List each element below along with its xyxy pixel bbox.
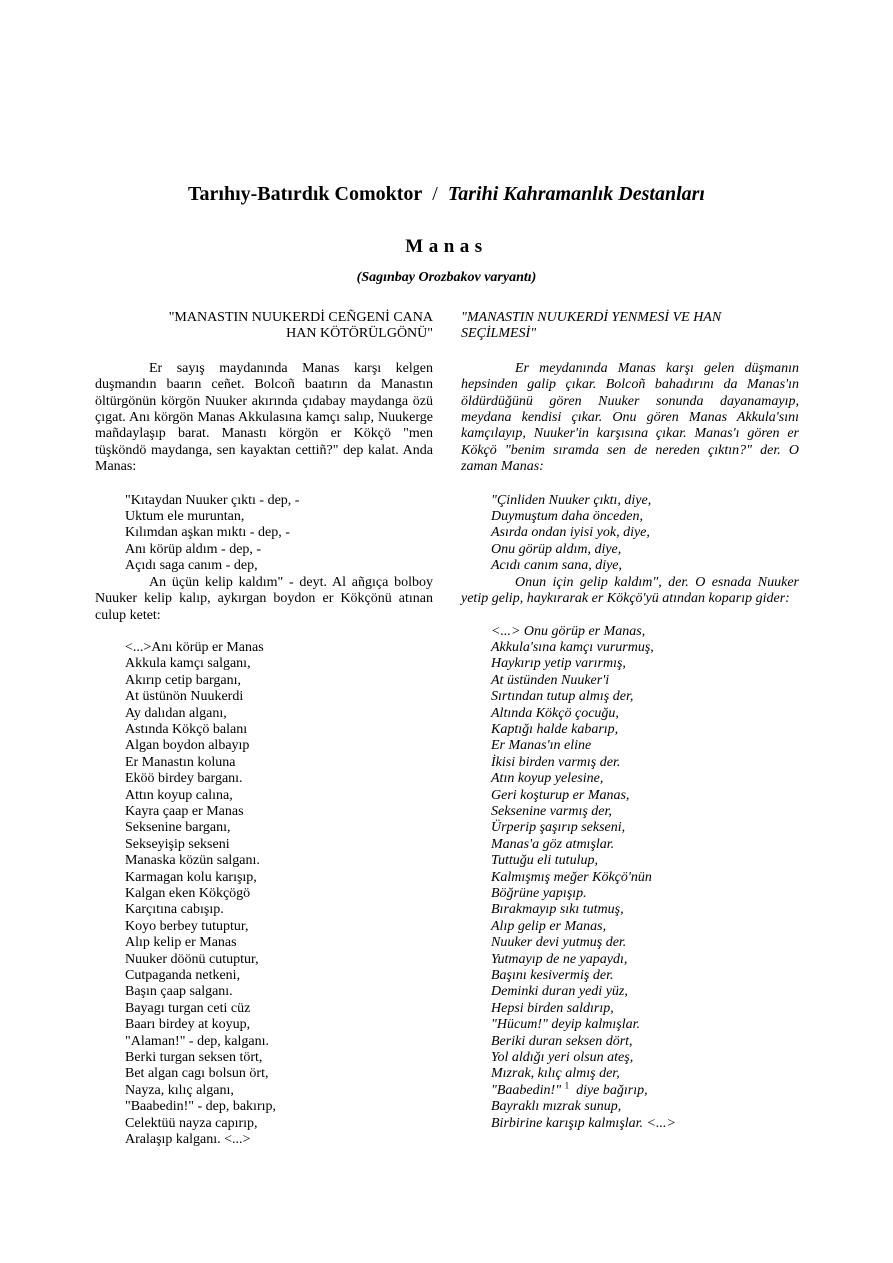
turkish-column: [461, 310, 799, 1132]
verse-line: Geri koşturup er Manas,: [491, 787, 630, 803]
verse-line: Başını kesivermiş der.: [491, 968, 614, 984]
verse-line: Tuttuğu eli tutulup,: [491, 853, 598, 869]
verse-line: Yol aldığı yeri olsun ateş,: [491, 1050, 634, 1066]
verse-line: "Çinliden Nuuker çıktı, diye,: [491, 492, 652, 508]
verse-line: Hepsi birden saldırıp,: [491, 1000, 614, 1016]
verse-line: Koyo berbey tutuptur,: [125, 918, 249, 934]
variant-subtitle: (Sagınbay Orozbakov varyantı): [356, 270, 537, 285]
verse-line: Akkula'sına kamçı vururmuş,: [491, 639, 654, 655]
footnote-marker[interactable]: 1: [564, 1080, 570, 1091]
verse-block: [95, 493, 433, 575]
verse-line: Birbirine karışıp kalmışlar. <...>: [491, 1115, 676, 1131]
verse-line: Haykırıp yetip varırmış,: [491, 656, 626, 672]
verse-line: Seksenine varmış der,: [491, 803, 612, 819]
verse-line: Kalmışmış meğer Kökçö'nün: [491, 869, 652, 885]
verse-block: [461, 493, 799, 575]
verse-line: Asırda ondan iyisi yok, diye,: [491, 525, 650, 541]
verse-line: "Baabedin!" - dep, bakırıp,: [125, 1099, 276, 1115]
verse-line: Deminki duran yedi yüz,: [491, 984, 628, 1000]
verse-line: Alıp gelip er Manas,: [491, 918, 607, 934]
verse-line: Kalgan eken Kökçögö: [125, 886, 251, 901]
narrative-paragraph: An üçün kelip kaldım" - deyt. Al añgıça bolboy Nuuker kelip kalıp, aykırgan boydon er Kökçönü atınan culup ketet:: [95, 574, 433, 623]
title-kyrgyz: Tarıhıy-Batırdık Comoktor: [188, 183, 423, 205]
verse-line: Anı körüp aldım - dep, -: [125, 541, 262, 557]
verse-line: Nuuker devi yutmuş der.: [491, 935, 627, 951]
verse-line: Kayra çaap er Manas: [125, 803, 244, 819]
verse-line: Atın koyup yelesine,: [491, 771, 604, 787]
verse-line: Altında Kökçö çocuğu,: [491, 705, 619, 721]
verse-line: "Hücum!" deyip kalmışlar.: [491, 1017, 641, 1033]
verse-line: İkisi birden varmış der.: [491, 754, 621, 770]
section-title-line: "MANASTIN NUUKERDİ YENMESİ VE HAN: [461, 310, 722, 325]
verse-line: Aralaşıp kalganı. <...>: [125, 1132, 251, 1148]
verse-line: Bırakmayıp sıkı tutmuş,: [491, 902, 624, 918]
verse-line: Celektüü nayza capırıp,: [125, 1115, 258, 1131]
verse-line: At üstünden Nuuker'i: [491, 672, 610, 688]
verse-line: Açıdı saga canım - dep,: [125, 558, 258, 574]
verse-line: "Baabedin!" $^1$ diye bağırıp,: [491, 1080, 648, 1098]
verse-line: Bet algan cagı bolsun ört,: [125, 1066, 269, 1082]
kyrgyz-column: [95, 310, 433, 1149]
section-title-line: "MANASTIN NUUKERDİ CEÑGENİ CANA: [168, 310, 433, 325]
verse-line: Nayza, kılıç alganı,: [125, 1082, 234, 1098]
verse-line: Onu görüp aldım, diye,: [491, 541, 622, 557]
verse-line: Akırıp cetip barganı,: [125, 672, 241, 688]
verse-line: Attın koyup calına,: [125, 787, 233, 803]
verse-line: Er Manastın koluna: [125, 754, 236, 770]
verse-line: Manaska közün salganı.: [125, 853, 260, 869]
epic-title: Manas: [405, 236, 488, 257]
verse-line: Sırtından tutup almış der,: [491, 689, 634, 705]
verse-line: <...> Onu görüp er Manas,: [491, 623, 646, 639]
verse-line: Kaptığı halde kabarıp,: [491, 721, 619, 737]
verse-block: [95, 640, 433, 1149]
verse-line: Uktum ele muruntan,: [125, 509, 245, 525]
narrative-paragraph: Onun için gelip kaldım", der. O esnada Nuuker yetip gelip, haykırarak er Kökçö'yü atından koparıp gider:: [461, 574, 799, 607]
verse-line: Alıp kelip er Manas: [125, 935, 237, 951]
verse-line: Acıdı canım sana, diye,: [491, 558, 623, 574]
verse-line: Başın çaap salganı.: [125, 984, 233, 1000]
verse-line: Algan boydon albayıp: [125, 738, 250, 754]
verse-line: At üstünön Nuukerdi: [125, 689, 244, 705]
intro-paragraph: Er meydanında Manas karşı gelen düşmanın hepsinden galip çıkar. Bolcoñ bahadırını da Manas'ın öldürdüğünü gören Nuuker sonunda dayanamayıp, meydana kendisi çıkar. Onu gören Manas Akkula'sını kamçılayıp, Nuuker'in karşısına çıkar. Manas'ı gören er Kökçö "benim sıramda sen de nereden çıktın?" der. O zaman Manas:: [461, 360, 799, 475]
verse-line: Yutmayıp de ne yapaydı,: [491, 951, 628, 967]
verse-line: Böğrüne yapışıp.: [491, 886, 587, 901]
section-title-line: HAN KÖTÖRÜLGÖNÜ": [286, 326, 433, 342]
verse-line: Seksenine barganı,: [125, 820, 231, 836]
title-turkish: Tarihi Kahramanlık Destanları: [447, 183, 705, 205]
verse-line: Kılımdan aşkan mıktı - dep, -: [125, 525, 290, 541]
verse-line: Eköö birdey barganı.: [125, 771, 243, 787]
verse-block: [461, 624, 799, 1133]
verse-line: Bayagı turgan ceti cüz: [125, 1000, 251, 1016]
intro-paragraph: Er sayış maydanında Manas karşı kelgen duşmandın baarın ceñet. Bolcoñ baatırın da Manastın öltürgönün körgön Nuuker akırında çıdabay maydanga özü çıgat. Anı körgön Manas Akkulasına kamçı salıp, Nuukerge mañdaylaşıp barat. Manastı körgön er Kökçö "men tüşköndö maydanga, sen kayaktan cettiñ?" dep kalat. Anda Manas:: [95, 360, 433, 475]
verse-line: Nuuker döönü cutuptur,: [125, 951, 259, 967]
page-title: [0, 181, 893, 207]
section-title-line: SEÇİLMESİ": [461, 326, 537, 342]
verse-line: Duymuştum daha önceden,: [491, 509, 644, 525]
section-title-turkish: [461, 310, 799, 343]
verse-line: Ürperip şaşırıp sekseni,: [491, 820, 626, 836]
verse-line: Sekseyişip sekseni: [125, 836, 230, 852]
verse-line: Beriki duran seksen dört,: [491, 1033, 633, 1049]
verse-line: Er Manas'ın eline: [491, 738, 592, 754]
verse-line: Karçıtına cabışıp.: [125, 902, 224, 918]
verse-line: "Kıtaydan Nuuker çıktı - dep, -: [125, 492, 300, 508]
verse-line: Berki turgan seksen tört,: [125, 1050, 263, 1066]
verse-line: <...>Anı körüp er Manas: [125, 639, 264, 655]
verse-line: Manas'a göz atmışlar.: [491, 836, 615, 852]
verse-line: Ay dalıdan alganı,: [125, 705, 227, 721]
verse-line: Akkula kamçı salganı,: [125, 656, 251, 672]
section-title-kyrgyz: [95, 310, 433, 343]
verse-line: Karmagan kolu karışıp,: [125, 869, 257, 885]
verse-line: Cutpaganda netkeni,: [125, 968, 241, 984]
verse-line: Astında Kökçö balanı: [125, 721, 248, 737]
verse-line: Baarı birdey at koyup,: [125, 1017, 251, 1033]
title-separator: /: [432, 183, 438, 205]
verse-line: Bayraklı mızrak sunup,: [491, 1099, 622, 1115]
verse-line: "Alaman!" - dep, kalganı.: [125, 1033, 269, 1049]
verse-line: Mızrak, kılıç almış der,: [491, 1066, 620, 1082]
verse-line-tail: diye bağırıp,: [576, 1082, 648, 1098]
